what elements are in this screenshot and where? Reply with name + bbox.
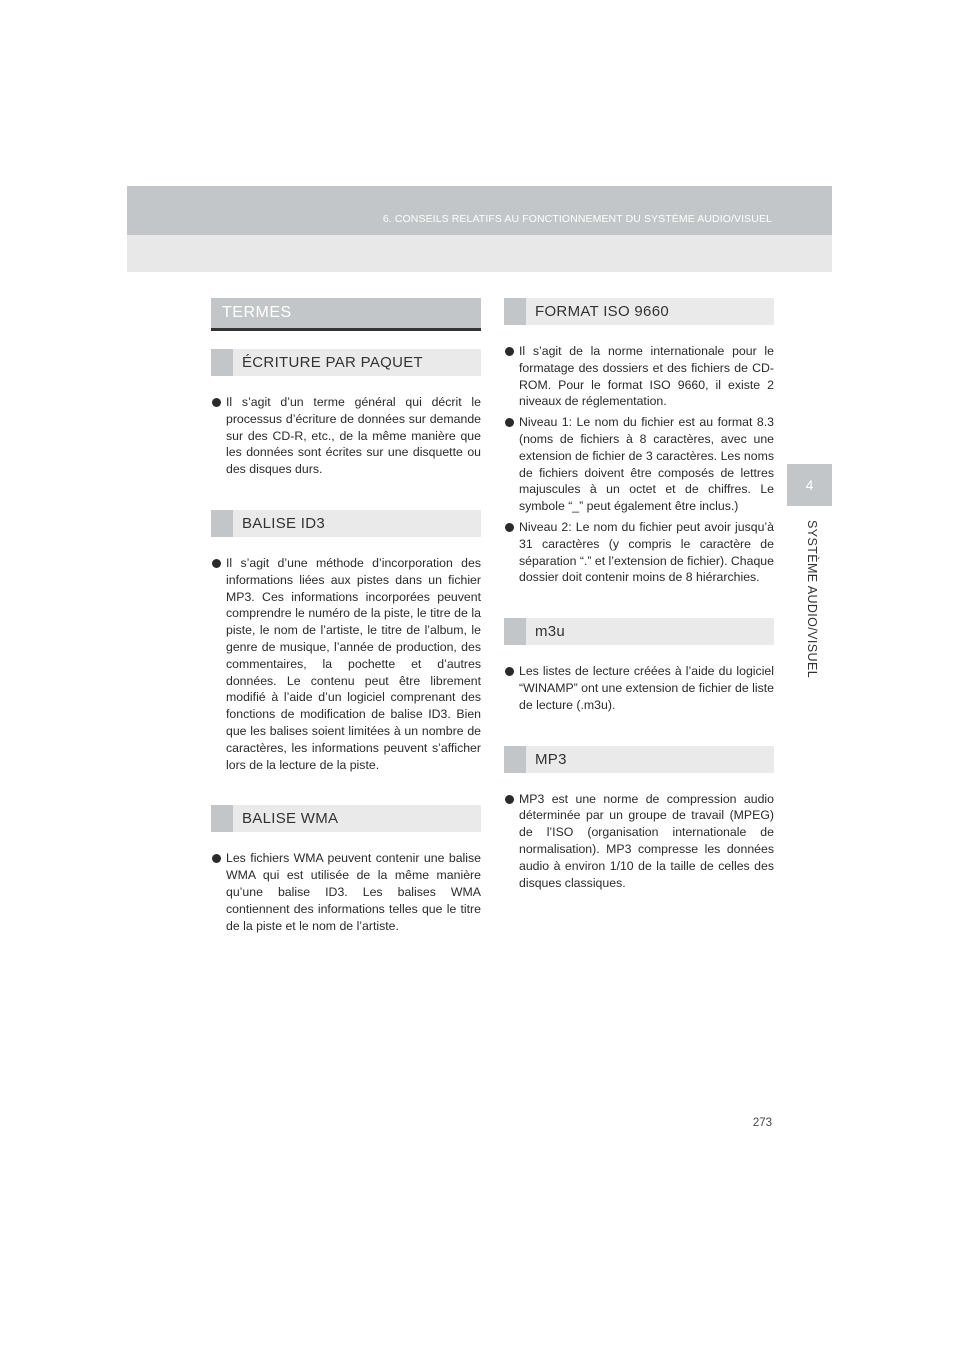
section-heading-banner xyxy=(504,298,774,325)
section-heading-banner xyxy=(211,349,481,376)
bullet-icon xyxy=(505,523,514,532)
list-item: Il s’agit de la norme internationale pour le formatage des dossiers et des fichiers de CD-ROM. Pour le format ISO 9660, il existe 2 niveaux de réglementation. xyxy=(504,343,774,410)
header-strip xyxy=(127,186,832,235)
chapter-tab[interactable] xyxy=(787,464,832,506)
page-number: 273 xyxy=(752,1117,772,1129)
section-heading-banner xyxy=(211,805,481,832)
chapter-tab-number: 4 xyxy=(805,477,814,493)
main-heading: TERMES xyxy=(222,304,292,321)
heading-marker xyxy=(211,510,233,537)
section-heading-banner xyxy=(504,746,774,773)
section-heading: BALISE WMA xyxy=(242,810,339,828)
heading-marker xyxy=(504,618,526,645)
list-item: Il s’agit d’une méthode d’incorporation des informations liées aux pistes dans un fichier MP3. Ces informations incorporées peuvent comprendre le numéro de la piste, le titre de la piste, le nom de l’artiste, le titre de l’album, le genre de musique, l’année de production, des commentaires, la pochette et d’autres données. Le contenu peut être librement modifié à l’aide d’un logiciel comprenant des fonctions de modification de balise ID3. Bien que les balises soient limitées à un nombre de caractères, les informations peuvent s’afficher lors de la lecture de la piste. xyxy=(211,555,481,773)
section-heading-banner xyxy=(211,510,481,537)
bullet-icon xyxy=(212,559,221,568)
left-column xyxy=(211,298,481,938)
section-heading: m3u xyxy=(535,623,566,641)
main-heading-banner xyxy=(211,298,481,331)
list-item: Niveau 2: Le nom du fichier peut avoir jusqu’à 31 caractères (y compris le caractère de séparation “.” et l’extension de fichier). Chaque dossier doit contenir moins de 8 hiérarchies. xyxy=(504,519,774,586)
heading-marker xyxy=(504,298,526,325)
list-item: Les fichiers WMA peuvent contenir une balise WMA qui est utilisée de la même manière qu’une balise ID3. Les balises WMA contiennent des informations telles que le titre de la piste et le nom de l’artiste. xyxy=(211,850,481,934)
list-item: Niveau 1: Le nom du fichier est au format 8.3 (noms de fichiers à 8 caractères, avec une extension de fichier de 3 caractères. Les noms de fichiers doivent être composés de lettres majuscules à un octet et de chiffres. Le symbole “_” peut également être inclus.) xyxy=(504,414,774,515)
chapter-title: 6. CONSEILS RELATIFS AU FONCTIONNEMENT DU SYSTÈME AUDIO/VISUEL xyxy=(382,213,772,225)
bullet-icon xyxy=(212,854,221,863)
heading-marker xyxy=(211,349,233,376)
section-heading: MP3 xyxy=(535,750,567,768)
list-item: MP3 est une norme de compression audio déterminée par un groupe de travail (MPEG) de l’ISO (organisation internationale de normalisation). MP3 compresse les données audio à environ 1/10 de la taille de celles des disques classiques. xyxy=(504,791,774,892)
bullet-icon xyxy=(505,795,514,804)
bullet-icon xyxy=(505,418,514,427)
list-item: Les listes de lecture créées à l’aide du logiciel “WINAMP” ont une extension de fichier de liste de lecture (.m3u). xyxy=(504,663,774,713)
bullet-icon xyxy=(212,398,221,407)
section-heading: BALISE ID3 xyxy=(242,514,326,532)
section-heading-banner xyxy=(504,618,774,645)
heading-marker xyxy=(504,746,526,773)
right-column xyxy=(504,298,774,895)
bullet-icon xyxy=(505,347,514,356)
chapter-side-label: SYSTÈME AUDIO/VISUEL xyxy=(805,520,819,679)
heading-marker xyxy=(211,805,233,832)
list-item: Il s’agit d’un terme général qui décrit le processus d’écriture de données sur demande sur des CD-R, etc., de la même manière que les données sont écrites sur une disquette ou des disques durs. xyxy=(211,394,481,478)
section-heading: FORMAT ISO 9660 xyxy=(535,303,669,320)
section-heading: ÉCRITURE PAR PAQUET xyxy=(242,354,423,371)
bullet-icon xyxy=(505,667,514,676)
